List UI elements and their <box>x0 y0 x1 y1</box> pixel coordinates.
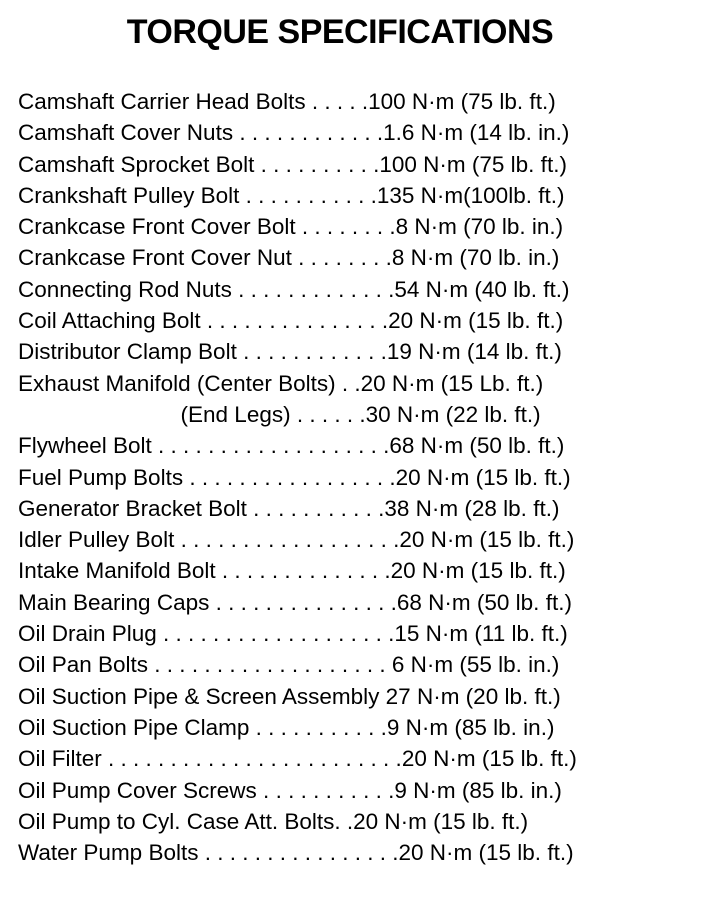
spec-row <box>18 430 668 461</box>
spec-value: 100 N·m (75 lb. ft.) <box>379 151 567 177</box>
spec-value: 20 N·m (15 lb. ft.) <box>353 808 529 834</box>
spec-label: Oil Filter . . . . . . . . . . . . . . . . . . . . . . . . <box>18 746 402 772</box>
spec-label: Crankcase Front Cover Bolt . . . . . . . . <box>18 214 396 240</box>
spec-row <box>18 837 668 868</box>
spec-label: Idler Pulley Bolt . . . . . . . . . . . . . . . . . . <box>18 527 400 553</box>
spec-value: 8 N·m (70 lb. in.) <box>391 245 560 271</box>
spec-row <box>18 681 668 712</box>
spec-label: Oil Pan Bolts . . . . . . . . . . . . . . . . . . . <box>18 652 392 678</box>
spec-label: Oil Pump to Cyl. Case Att. Bolts. . <box>18 808 354 834</box>
spec-value: 100 N·m (75 lb. ft.) <box>368 89 556 114</box>
spec-row <box>18 117 668 148</box>
spec-row <box>18 618 668 649</box>
spec-label: Main Bearing Caps . . . . . . . . . . . . . . . <box>18 589 397 615</box>
spec-value: 54 N·m (40 lb. ft.) <box>394 276 570 302</box>
spec-label: Connecting Rod Nuts . . . . . . . . . . . . . <box>18 276 395 302</box>
spec-value: 20 N·m (15 lb. ft.) <box>401 746 577 772</box>
spec-row <box>18 649 668 680</box>
spec-row <box>18 399 668 430</box>
spec-label: Camshaft Sprocket Bolt . . . . . . . . . . <box>18 151 380 177</box>
spec-value: 15 N·m (11 lb. ft.) <box>394 621 568 647</box>
spec-label: Exhaust Manifold (Center Bolts) . . <box>18 370 361 396</box>
spec-value: 38 N·m (28 lb. ft.) <box>384 495 560 521</box>
spec-row <box>18 211 668 242</box>
spec-row <box>18 806 668 837</box>
spec-value: 68 N·m (50 lb. ft.) <box>396 589 572 615</box>
spec-row <box>18 336 668 367</box>
spec-row <box>18 712 668 743</box>
spec-value: 20 N·m (15 lb. ft.) <box>395 464 571 490</box>
spec-label: Intake Manifold Bolt . . . . . . . . . . . . . . <box>18 558 391 584</box>
spec-row <box>18 242 668 273</box>
spec-row <box>18 180 668 211</box>
spec-row <box>18 493 668 524</box>
spec-value: 20 N·m (15 lb. ft.) <box>399 527 575 553</box>
spec-row <box>18 555 668 586</box>
spec-label: (End Legs) . . . . . . <box>18 401 366 427</box>
spec-value: 20 N·m (15 Lb. ft.) <box>360 370 544 396</box>
spec-label: Oil Suction Pipe & Screen Assembly <box>18 683 386 709</box>
spec-row <box>18 462 668 493</box>
page-title: TORQUE SPECIFICATIONS <box>126 13 554 51</box>
spec-value: 19 N·m (14 lb. ft.) <box>386 339 562 365</box>
spec-label: Oil Drain Plug . . . . . . . . . . . . . . . . . . . <box>18 621 395 647</box>
spec-label: Water Pump Bolts . . . . . . . . . . . . . . . . <box>18 840 399 866</box>
spec-row <box>18 368 668 399</box>
spec-value: 27 N·m (20 lb. ft.) <box>385 683 561 709</box>
spec-value: 20 N·m (15 lb. ft.) <box>390 558 566 584</box>
spec-row <box>18 274 668 305</box>
spec-value: 20 N·m (15 lb. ft.) <box>398 840 574 866</box>
spec-row <box>18 524 668 555</box>
spec-row <box>18 86 668 117</box>
spec-label: Fuel Pump Bolts . . . . . . . . . . . . . . . . . <box>18 464 396 490</box>
spec-label: Oil Suction Pipe Clamp . . . . . . . . . . . <box>18 714 387 740</box>
spec-label: Generator Bracket Bolt . . . . . . . . . . . <box>18 495 385 521</box>
spec-value: 20 N·m (15 lb. ft.) <box>388 308 564 334</box>
spec-row <box>18 775 668 806</box>
spec-value: 1.6 N·m (14 lb. in.) <box>383 120 570 146</box>
spec-label: Camshaft Carrier Head Bolts . . . . . <box>18 89 369 114</box>
spec-value: 8 N·m (70 lb. in.) <box>395 214 564 240</box>
spec-row <box>18 305 668 336</box>
spec-value: 135 N·m(100lb. ft.) <box>376 182 565 208</box>
spec-row <box>18 743 668 774</box>
spec-row <box>18 149 668 180</box>
spec-label: Flywheel Bolt . . . . . . . . . . . . . . . . . . . <box>18 433 390 459</box>
spec-value: 9 N·m (85 lb. in.) <box>394 777 562 803</box>
spec-value: 68 N·m (50 lb. ft.) <box>389 433 565 459</box>
spec-label: Distributor Clamp Bolt . . . . . . . . . . . . <box>18 339 387 365</box>
spec-value: 9 N·m (85 lb. in.) <box>386 714 555 740</box>
spec-value: 30 N·m (22 lb. ft.) <box>365 401 541 427</box>
spec-label: Coil Attaching Bolt . . . . . . . . . . . . . . . <box>18 308 389 334</box>
spec-label: Oil Pump Cover Screws . . . . . . . . . . . <box>18 777 395 803</box>
spec-label: Crankcase Front Cover Nut . . . . . . . . <box>18 245 392 271</box>
spec-list <box>18 86 668 868</box>
spec-label: Camshaft Cover Nuts . . . . . . . . . . . . <box>18 120 384 146</box>
spec-label: Crankshaft Pulley Bolt . . . . . . . . . . . <box>18 182 377 208</box>
spec-value: 6 N·m (55 lb. in.) <box>391 652 560 678</box>
spec-row <box>18 587 668 618</box>
